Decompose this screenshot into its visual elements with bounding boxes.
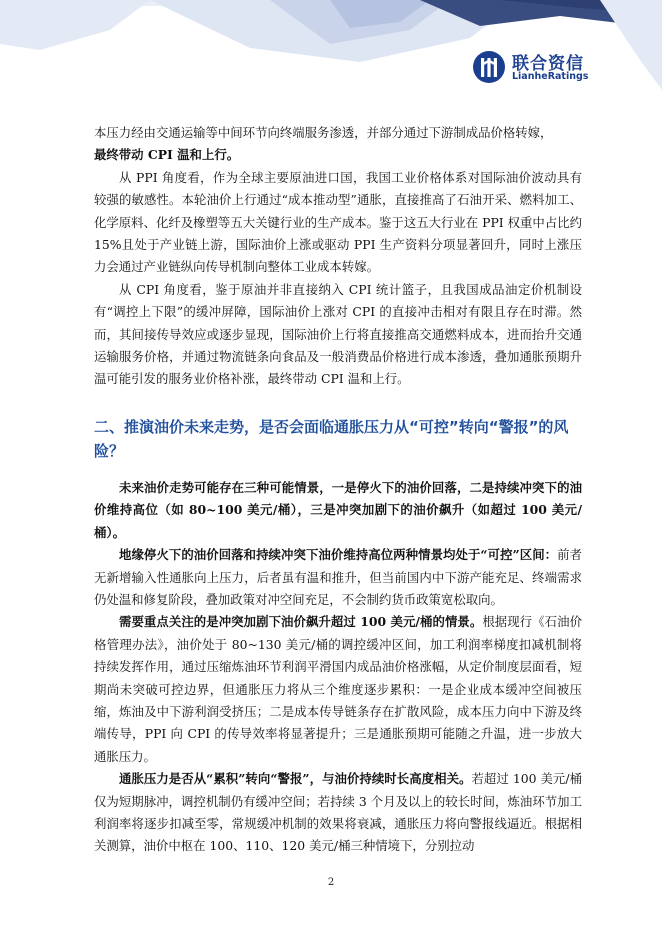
duration-text: 若超过 100 美元/桶仅为短期脉冲，调控机制仍有缓冲空间；若持续 3 个月及以上的较长时间，炼油环节加工利润率将逐步扣减至零，常规缓冲机制的效果将衰减，通胀压力将向警报线逼近。根据相关测算，油价中枢在 100、110、120 美元/桶三种情境下，分别拉动 bbox=[94, 771, 582, 854]
logo-chinese-name: 联合资信 bbox=[512, 54, 584, 74]
escalation-lead: 需要重点关注的是冲突加剧下油价飙升超过 100 美元/桶的情景。 bbox=[119, 614, 483, 630]
scenarios-text: 未来油价走势可能存在三种可能情景，一是停火下的油价回落，二是持续冲突下的油价维持高位（如 80~100 美元/桶），三是冲突加剧下的油价飙升（如超过 100 美元/桶）。 bbox=[94, 479, 582, 540]
page-number: 2 bbox=[327, 877, 335, 888]
paragraph-controllable bbox=[94, 544, 582, 611]
section-heading: 二、推演油价未来走势，是否会面临通胀压力从“可控”转向“警报”的风险？ bbox=[94, 417, 569, 460]
duration-lead: 通胀压力是否从“累积”转向“警报”，与油价持续时长高度相关。 bbox=[119, 771, 472, 787]
paragraph-escalation bbox=[94, 611, 582, 768]
lianhe-logo bbox=[472, 49, 592, 89]
paragraph-cpi: 从 CPI 角度看，鉴于原油并非直接纳入 CPI 统计篮子，且我国成品油定价机制设有“调控上下限”的缓冲屏障，国际油价上涨对 CPI 的直接冲击相对有限且存在时滞。然而，其间接传导效应或逐步显现，国际油价上行将直接推高交通燃料成本，进而抬升交通运输服务价格，并通过物流链条向食品及一般消费品价格进行成本渗透，叠加通胀预期升温可能引发的服务业价格补涨，最终带动 CPI 温和上行。 bbox=[94, 281, 582, 387]
controllable-lead: 地缘停火下的油价回落和持续冲突下油价维持高位两种情景均处于“可控”区间： bbox=[119, 547, 558, 563]
controllable-text: 前者无新增输入性通胀向上压力，后者虽有温和推升，但当前国内中下游产能充足、终端需求仍处温和修复阶段，叠加政策对冲空间充足，不会制约货币政策宽松取向。 bbox=[94, 547, 582, 607]
paragraph-1-conclusion: 最终带动 CPI 温和上行。 bbox=[94, 147, 240, 163]
escalation-text: 根据现行《石油价格管理办法》，油价处于 80~130 美元/桶的调控缓冲区间，加工利润率梯度扣减机制将持续发挥作用，通过压缩炼油环节利润平滑国内成品油价格涨幅，从定价制度层面看，短期尚未突破可控边界，但通胀压力将从三个维度逐步累积：一是企业成本缓冲空间被压缩，炼油及中下游利润受挤压；二是成本传导链条存在扩散风险，成本压力向中下游及终端传导，PPI 向 CPI 的传导效率将显著提升；三是通胀预期可能随之升温，进一步放大通胀压力。 bbox=[94, 614, 582, 764]
report-body bbox=[94, 122, 582, 858]
paragraph-1 bbox=[94, 122, 582, 167]
paragraph-scenarios bbox=[94, 477, 582, 544]
paragraph-ppi: 从 PPI 角度看，作为全球主要原油进口国，我国工业价格体系对国际油价波动具有较强的敏感性。本轮油价上行通过“成本推动型”通胀，直接推高了石油开采、燃料加工、化学原料、化纤及橡塑等五大关键行业的生产成本。鉴于这五大行业在 PPI 权重中占比约 15%且处于产业链上游，国际油价上涨或驱动 PPI 生产资料分项显著回升，同时上涨压力会通过产业链纵向传导机制向整体工业成本转嫁。 bbox=[94, 169, 582, 275]
lianhe-logo-icon bbox=[472, 50, 506, 84]
logo-english-name: LianheRatings bbox=[512, 71, 589, 82]
paragraph-1-text: 本压力经由交通运输等中间环节向终端服务渗透，并部分通过下游制成品价格转嫁， bbox=[94, 125, 553, 140]
paragraph-duration bbox=[94, 768, 582, 858]
